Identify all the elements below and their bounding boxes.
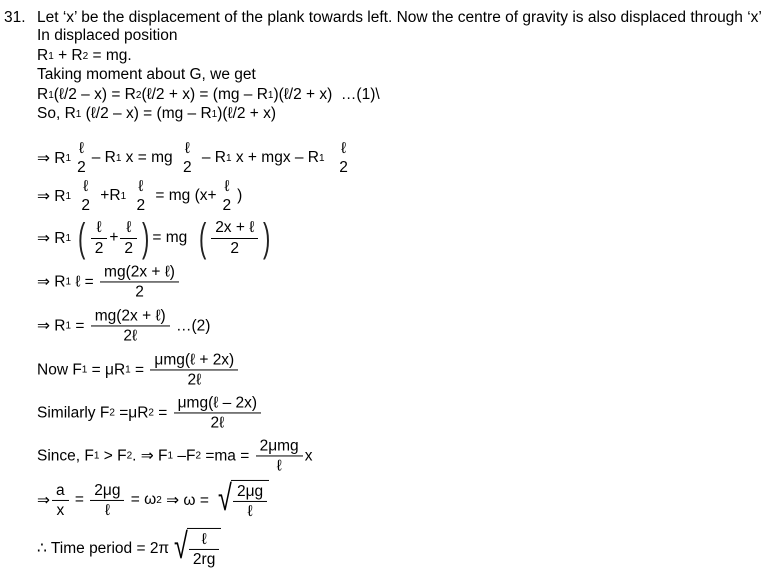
fraction xyxy=(235,483,265,520)
math-text: Now F xyxy=(37,361,82,378)
numerator: ℓ xyxy=(78,139,84,157)
denominator: 2 xyxy=(211,238,258,257)
math-text: (ℓ/2 – x) = R xyxy=(53,86,136,103)
math-text: x xyxy=(304,447,313,464)
solution-line xyxy=(37,394,263,431)
math-text: = xyxy=(71,317,89,334)
math-text: =μR xyxy=(114,404,149,421)
subscript: 2 xyxy=(135,89,142,101)
subscript: 1 xyxy=(93,450,100,462)
fraction xyxy=(258,437,301,474)
math-text: )(ℓ/2 + x) xyxy=(217,105,277,122)
math-text: ⇒ ω = xyxy=(161,491,214,509)
math-text: (ℓ/2 + x) = (mg – R xyxy=(141,86,268,103)
numerator: 2x + ℓ xyxy=(215,219,255,237)
subscript: 1 xyxy=(267,89,274,101)
math-text: . ⇒ F xyxy=(132,447,168,465)
math-text: ⇒ R xyxy=(37,273,66,291)
math-text: (ℓ/2 – x) = (mg – R xyxy=(81,105,212,122)
denominator: 2ℓ xyxy=(91,326,170,345)
left-paren: ( xyxy=(198,216,207,260)
solution-line xyxy=(37,140,354,176)
solution-line xyxy=(37,524,221,568)
math-text: Taking moment about G, we get xyxy=(37,66,256,83)
fraction xyxy=(181,140,194,176)
math-text: = xyxy=(153,404,172,421)
math-text: –F xyxy=(173,447,196,464)
subscript: 2 xyxy=(126,450,133,462)
fraction xyxy=(92,481,122,518)
solution-line xyxy=(37,66,256,84)
numerator: ℓ xyxy=(340,139,346,157)
solution-line xyxy=(37,27,177,45)
radical-sign: √ xyxy=(218,476,232,518)
numerator: ℓ xyxy=(224,177,230,195)
fraction xyxy=(337,140,350,176)
math-text: – R xyxy=(91,149,116,166)
solution-line xyxy=(37,86,380,104)
math-text: Similarly F xyxy=(37,404,110,421)
numerator: μmg(ℓ – 2x) xyxy=(177,394,258,412)
denominator: 2 xyxy=(120,238,137,257)
math-text: x + mgx – R xyxy=(231,149,319,166)
math-text: > F xyxy=(99,447,127,464)
superscript: 2 xyxy=(156,494,162,506)
subscript: 2 xyxy=(148,407,154,419)
solution-line xyxy=(37,476,269,520)
numerator: ℓ xyxy=(83,177,89,195)
left-paren: ( xyxy=(78,216,86,260)
math-text: So, R xyxy=(37,105,76,122)
math-text: = mg xyxy=(152,229,196,246)
problem-number: 31. xyxy=(4,9,26,26)
math-text: + R xyxy=(53,47,83,64)
numerator: 2μg xyxy=(236,482,264,500)
denominator: 2ℓ xyxy=(174,413,261,432)
denominator: 2 xyxy=(77,159,86,176)
square-root xyxy=(215,476,269,520)
math-text: ) xyxy=(237,187,243,204)
numerator: ℓ xyxy=(201,530,207,548)
numerator: 2μg xyxy=(94,481,121,499)
fraction xyxy=(79,178,92,214)
numerator: mg(2x + ℓ) xyxy=(104,263,175,281)
subscript: 1 xyxy=(167,450,174,462)
math-text xyxy=(126,187,130,205)
solution-line xyxy=(37,351,240,388)
numerator: μmg(ℓ + 2x) xyxy=(154,351,235,369)
subscript: 1 xyxy=(211,108,218,120)
denominator: 2 xyxy=(100,282,179,301)
fraction xyxy=(221,178,234,214)
fraction xyxy=(54,481,67,518)
denominator: 2 xyxy=(136,197,146,214)
subscript: 1 xyxy=(125,364,131,376)
math-text xyxy=(325,149,334,167)
math-text: R xyxy=(37,86,49,103)
math-text: ⇒ R xyxy=(37,187,66,205)
denominator: 2rg xyxy=(189,549,219,568)
fraction xyxy=(134,178,147,214)
subscript: 1 xyxy=(115,152,122,164)
subscript: 1 xyxy=(75,108,82,120)
radicand xyxy=(231,480,269,520)
denominator: 2 xyxy=(222,197,232,214)
math-text: ⇒ R xyxy=(37,229,66,247)
fraction xyxy=(191,531,217,568)
denominator: 2ℓ xyxy=(150,370,238,389)
denominator: ℓ xyxy=(233,501,267,520)
numerator: ℓ xyxy=(184,139,190,157)
math-text: – R xyxy=(197,149,226,166)
square-root xyxy=(171,524,221,568)
math-text: R xyxy=(37,47,49,64)
math-text: ⇒ R xyxy=(37,149,66,167)
math-text: = mg. xyxy=(88,47,132,64)
fraction xyxy=(122,219,135,256)
math-text: = mg (x+ xyxy=(151,187,217,204)
math-text: = μR xyxy=(87,361,126,378)
subscript: 1 xyxy=(226,152,232,164)
math-text xyxy=(71,187,75,205)
denominator: 2 xyxy=(339,159,348,176)
parenthesized-group xyxy=(196,218,274,258)
fraction xyxy=(75,140,88,176)
solution-line xyxy=(37,178,242,214)
subscript: 1 xyxy=(120,190,127,202)
math-text: = xyxy=(130,361,149,378)
math-text: In displaced position xyxy=(37,27,178,44)
math-text: ∴ Time period = 2π xyxy=(37,539,170,557)
math-text: x = mg xyxy=(121,149,177,166)
solution-line xyxy=(37,307,210,344)
math-text: + xyxy=(109,229,119,246)
subscript: 1 xyxy=(65,276,72,288)
right-paren: ) xyxy=(142,216,150,260)
solution-line xyxy=(37,263,181,300)
subscript: 1 xyxy=(65,152,72,164)
denominator: 2 xyxy=(81,197,90,214)
denominator: ℓ xyxy=(256,456,303,475)
subscript: 2 xyxy=(195,450,202,462)
solution-line xyxy=(37,105,276,123)
math-text: Since, F xyxy=(37,447,94,464)
denominator: 2 xyxy=(182,159,192,176)
solution-line xyxy=(37,47,132,65)
math-text: +R xyxy=(96,187,121,204)
denominator: 2 xyxy=(91,238,108,257)
numerator: ℓ xyxy=(96,219,102,237)
math-text: = ω xyxy=(126,491,157,508)
numerator: ℓ xyxy=(126,219,132,237)
subscript: 1 xyxy=(65,320,72,332)
subscript: 1 xyxy=(48,89,54,101)
fraction xyxy=(93,307,168,344)
right-paren: ) xyxy=(263,216,271,260)
fraction xyxy=(102,263,177,300)
math-text: =ma = xyxy=(201,447,254,464)
denominator: ℓ xyxy=(90,500,124,519)
numerator: ℓ xyxy=(138,177,144,195)
subscript: 1 xyxy=(65,190,72,202)
subscript: 2 xyxy=(109,407,115,419)
subscript: 1 xyxy=(319,152,325,164)
math-text: = xyxy=(70,491,89,508)
solution-line xyxy=(37,218,274,258)
parenthesized-group xyxy=(75,218,152,258)
fraction xyxy=(176,394,259,431)
math-text: ⇒ R xyxy=(37,317,66,335)
numerator: a xyxy=(56,481,65,499)
solution-line xyxy=(37,9,762,27)
math-text: )(ℓ/2 + x) …(1)\ xyxy=(273,86,380,103)
subscript: 1 xyxy=(65,232,72,244)
math-text: Let ‘x’ be the displacement of the plank towards left. Now the centre of gravity is also displaced through ‘x’ xyxy=(37,9,762,26)
fraction xyxy=(152,351,236,388)
radicand xyxy=(187,528,221,568)
fraction xyxy=(93,219,106,256)
math-text: …(2) xyxy=(171,317,211,334)
subscript: 2 xyxy=(82,50,89,62)
subscript: 1 xyxy=(81,364,88,376)
radical-sign: √ xyxy=(174,524,188,566)
math-text: ⇒ xyxy=(37,491,50,509)
denominator: x xyxy=(52,500,69,519)
solution-line xyxy=(37,437,312,474)
numerator: 2μmg xyxy=(259,437,299,455)
fraction xyxy=(213,219,256,256)
math-text: ℓ = xyxy=(71,273,99,290)
subscript: 1 xyxy=(48,50,54,62)
numerator: mg(2x + ℓ) xyxy=(94,307,166,325)
